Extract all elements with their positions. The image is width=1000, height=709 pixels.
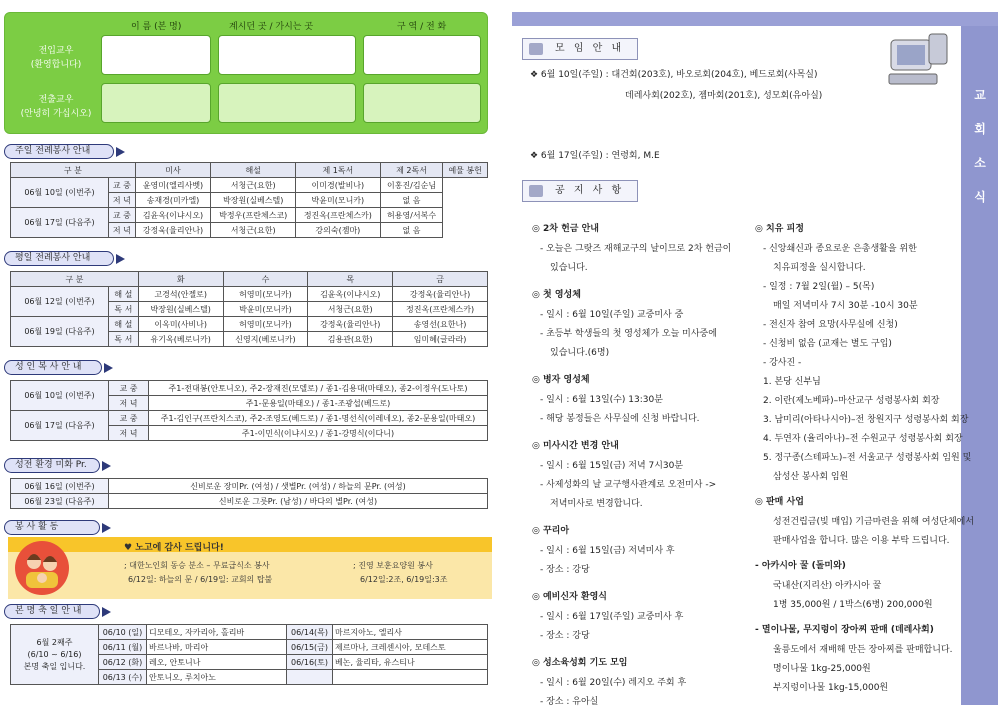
notice-line: - 일시 : 6월 20일(수) 레지오 주회 후 (540, 678, 687, 688)
col-name: 이 름 (본 명) (131, 22, 182, 32)
table-row: 06월 19일 (다음주) 해 설 이옥미(사비나) 허영미(모니카) 강정욱(율리안나) 송영선(요한나) (11, 317, 488, 332)
eucharist-section-title: 성전 환경 미화 Pr. (4, 458, 100, 473)
notice-line: 명이나물 1kg-25,000원 (773, 664, 871, 674)
col-area: 구 역 / 전 화 (397, 22, 447, 32)
notice-line: - 장소 : 강당 (540, 565, 590, 575)
table-row: 06월 10일 (이번주) 교 중 윤영미(엘리사벳) 서청근(요한) 이미경(발비나) 이홍진/김순님 (11, 178, 488, 193)
name-field[interactable] (101, 35, 211, 75)
table-row: 6월 2째주 (6/10 ~ 6/16) 본명 축일 입니다. 06/10 (일) 디모테오, 자카리아, 홀리바 06/14(목) 마르지아노, 엘리사 (11, 625, 488, 640)
notice-line: - 일정 : 7월 2일(월) – 5(목) (763, 282, 875, 292)
notice-line: - 초등부 학생들의 첫 영성체가 오늘 미사중에 (540, 329, 717, 339)
notice-heading: ◎ 첫 영성체 (532, 290, 581, 300)
notice-line: - 일시 : 6월 13일(수) 13:30분 (540, 395, 663, 405)
notice-line: 부지렁이나물 1kg-15,000원 (773, 683, 889, 693)
weekday-section-title: 평일 전례봉사 안내 (4, 251, 114, 266)
table-row: 06월 10일 (이번주) 교 중 주1-전대봉(안토니오), 주2-장재진(모델로) / 종1-김용대(마태오), 종2-이정우(도나토) (11, 381, 488, 396)
table-row: 06월 12일 (이번주) 해 설 고경석(안젤로) 허영미(모니카) 김윤옥(이냐시오) 강정욱(율리안나) (11, 287, 488, 302)
table-row: 06월 23일 (다음주) 신비로운 그릇Pr. (남성) / 바다의 별Pr. (여성) (11, 494, 488, 509)
sunday-table: 구 분 미사 해설 제 1독서 제 2독서 예물 봉헌 06월 10일 (이번주) 교 중 윤영미(엘리사벳) 서청근(요한) 이미경(발비나) 이홍진/김순님 저 녁 송재경(미카엘) 박장원(실베스텔) 박윤미(모니카) 없 음 06월 17일 (다음주) 교 중 김윤옥(이냐시오) 박정우(프란체스코) 정진옥(프란체스카) 허용영/서복수 저 녁 강정욱(율리안나) 서청근(요한) 강의숙(젬마) 없 음 (10, 162, 488, 238)
note-icon (529, 185, 543, 197)
sunday-section-title: 주일 전례봉사 안내 (4, 144, 114, 159)
altar-section-title: 성 인 복 사 안 내 (4, 360, 102, 375)
notice-line: 치유피정을 실시합니다. (773, 263, 866, 273)
right-page: 교 회 소 식 모 임 안 내 ❖ 6월 10일(주일) : 대건회(203호), 바오로회(204호), 베드로회(사목실) 데레사회(202호), 젬마회(201호), 성모회(유아실) ❖ 6월 17일(주일) : 연령회, M.E 공 지 사 항 ◎ 2차 헌금 안내 - 오늘은 그랏즈 재해교구의 날이므로 2차 헌금이 있습니다. ◎ 첫 영성체 - 일시 : 6월 10일(주일) 교중미사 중 - 초등부 학생들의 첫 영성체가 오늘 미사중에 있습니다.(6명) ◎ 병자 영성체 - 일시 : 6월 13일(수) 13:30분 - 해당 봉정들은 사무실에 신청 바랍니다. ◎ 미사시간 변경 안내 - 일시 : 6월 15일(금) 저녁 7시30분 - 사제성화의 날 교구행사관계로 오전미사 -> 저녁미사로 변경합니다. ◎ 꾸리아 - 일시 : 6월 15일(금) 저녁미사 후 - 장소 : 강당 ◎ 예비신자 환영식 - 일시 : 6월 17일(주일) 교중미사 후 - 장소 : 강당 ◎ 성소육성회 기도 모임 - 일시 : 6월 20일(수) 레지오 주회 후 - 장소 : 유아실 ◎ 치유 피정 - 신앙쇄신과 종요로운 은총생활을 위한 치유피정을 실시합니다. - 일정 : 7월 2일(월) – 5(목) 매일 저녁미사 7시 30분 -10시 30분 - 전신자 참여 요망(사무실에 신청) - 신청비 없음 (교재는 별도 구입) - 강사진 - 1. 본당 신부님 2. 이란(제노베파)–마산교구 성령봉사회 회장 3. 남미리(아타나시아)–전 창원지구 성령봉사회 회장 4. 두연자 (율리아나)–전 수원교구 성령봉사회 회장 5. 정구종(스테파노)–전 서울교구 성령봉사회 임원 및 삼성산 봉사회 임원 ◎ 판매 사업 성전건립금(빚 매입) 기금마련을 위해 여성단체에서 판매사업을 합니다. 많은 이용 부탁 드립니다. - 아카시아 꿀 (돌미와) 국내산(지리산) 아카시아 꿀 1병 35,000원 / 1박스(6병) 200,000원 - 멸이나물, 무지렁이 장아찌 판매 (데레사회) 울릉도에서 재배해 만든 장아찌를 판매합니다. 명이나물 1kg-25,000원 부지렁이나물 1kg-15,000원 (512, 0, 1000, 705)
notice-heading: - 멸이나물, 무지렁이 장아찌 판매 (데레사회) (755, 625, 934, 635)
side-title-1: 교 (974, 88, 986, 102)
newcomer-card (4, 12, 488, 134)
notice-line: - 전신자 참여 요망(사무실에 신청) (763, 320, 898, 330)
table-row: 저 녁 주1-이민식(이냐시오) / 종1-강명식(이다니) (11, 426, 488, 441)
computer-icon (885, 32, 951, 88)
top-band (512, 12, 998, 26)
notice-line: 울릉도에서 재배해 만든 장아찌를 판매합니다. (773, 645, 953, 655)
service-panel: ♥ 노고에 감사 드립니다! ; 대한노인회 동승 분소 – 무료급식소 봉사 6/12일: 하늘의 문 / 6/19일: 교회의 탑불 ; 진영 보훈요양원 봉사 6/12일:2조, 6/19일:3조 (8, 537, 492, 599)
notice-line: - 오늘은 그랏즈 재해교구의 날이므로 2차 헌금이 (540, 244, 732, 254)
notice-heading: ◎ 판매 사업 (755, 497, 804, 507)
service-section-title: 봉 사 활 동 (4, 520, 100, 535)
table-row: 06/12 (화) 레오, 안토니나 06/16(토) 베논, 율리타, 유스티나 (11, 655, 488, 670)
notice-heading: ◎ 꾸리아 (532, 526, 570, 536)
notice-line: - 해당 봉정들은 사무실에 신청 바랍니다. (540, 414, 700, 424)
table-row: 저 녁 송재경(미카엘) 박장원(실베스텔) 박윤미(모니카) 없 음 (11, 193, 488, 208)
notice-heading: - 아카시아 꿀 (돌미와) (755, 561, 846, 571)
table-row: 06/11 (월) 바르나바, 마리아 06/15(금) 제르마나, 크레센시아, 모데스토 (11, 640, 488, 655)
notice-line: 5. 정구종(스테파노)–전 서울교구 성령봉사회 임원 및 (763, 453, 972, 463)
notice-line: - 일시 : 6월 15일(금) 저녁 7시30분 (540, 461, 684, 471)
table-row: 독 서 박장원(실베스텔) 박윤미(모니카) 서청근(요한) 정진옥(프란체스카) (11, 302, 488, 317)
notice-line: 1병 35,000원 / 1박스(6병) 200,000원 (773, 600, 933, 610)
notice-line: - 신앙쇄신과 종요로운 은총생활을 위한 (763, 244, 917, 254)
row-newcomer-label: 전입교우 (환영합니다) (30, 46, 82, 70)
place-field-out[interactable] (218, 83, 356, 123)
col-place: 계시던 곳 / 가시는 곳 (229, 22, 314, 32)
notice-line: 있습니다. (550, 263, 588, 273)
notice-line: 삼성산 봉사회 임원 (773, 472, 849, 482)
eucharist-table (10, 478, 488, 509)
notice-line: - 일시 : 6월 17일(주일) 교중미사 후 (540, 612, 684, 622)
notice-heading: ◎ 성소육성회 기도 모임 (532, 658, 628, 668)
notice-section-title: 공 지 사 항 (522, 180, 638, 202)
table-row: 06/13 (수) 안토니오, 루치아노 (11, 670, 488, 685)
table-row: 06월 17일 (다음주) 교 중 김윤옥(이냐시오) 박정우(프란체스코) 정진옥(프란체스카) 허용영/서복수 (11, 208, 488, 223)
notice-line: - 일시 : 6월 15일(금) 저녁미사 후 (540, 546, 675, 556)
notice-line: - 장소 : 유아실 (540, 697, 599, 707)
notice-heading: ◎ 병자 영성체 (532, 375, 590, 385)
side-title-4: 식 (974, 190, 986, 204)
place-field[interactable] (218, 35, 356, 75)
notice-line: 저녁미사로 변경합니다. (550, 499, 643, 509)
table-row: 06월 17일 (다음주) 교 중 주1-김인구(프란치스코), 주2-조영도(베드로) / 종1-명선식(이레네오), 종2-문용일(마태오) (11, 411, 488, 426)
side-title-2: 회 (974, 122, 986, 136)
area-field-out[interactable] (363, 83, 481, 123)
notice-line: 1. 본당 신부님 (763, 377, 821, 387)
notice-line: - 강사진 - (763, 358, 802, 368)
table-row: 저 녁 강정욱(율리안나) 서청근(요한) 강의숙(젬마) 없 음 (11, 223, 488, 238)
notice-line: - 사제성화의 날 교구행사관계로 오전미사 -> (540, 480, 717, 490)
notice-line: - 일시 : 6월 10일(주일) 교중미사 중 (540, 310, 684, 320)
feast-section-title: 본 명 축 일 안 내 (4, 604, 100, 619)
feast-table (10, 624, 488, 685)
meeting-section-title: 모 임 안 내 (522, 38, 638, 60)
notice-heading: ◎ 미사시간 변경 안내 (532, 441, 619, 451)
table-row: 저 녁 주1-문용일(마태오) / 종1-조광섭(베드로) (11, 396, 488, 411)
name-field-out[interactable] (101, 83, 211, 123)
service-header: ♥ 노고에 감사 드립니다! (124, 543, 224, 553)
altar-table (10, 380, 488, 441)
left-page (0, 0, 492, 705)
notice-heading: ◎ 2차 헌금 안내 (532, 224, 599, 234)
table-row: 독 서 유기옥(베로니카) 신영지(베로니카) 김용관(요한) 임미혜(글라라) (11, 332, 488, 347)
note-icon (529, 43, 543, 55)
notice-line: - 장소 : 강당 (540, 631, 590, 641)
weekday-table: 구 분 화 수 목 금 06월 12일 (이번주) 해 설 고경석(안젤로) 허영미(모니카) 김윤옥(이냐시오) 강정욱(율리안나) 독 서 박장원(실베스텔) 박윤미(모니카) 서청근(요한) 정진옥(프란체스카) 06월 19일 (다음주) 해 설 이옥미(사비나) 허영미(모니카) 강정욱(율리안나) 송영선(요한나) 독 서 유기옥(베로니카) 신영지(베로니카) 김용관(요한) 임미혜(글라라) (10, 271, 488, 347)
notice-line: 국내산(지리산) 아카시아 꿀 (773, 581, 882, 591)
notice-line: - 신청비 없음 (교재는 별도 구입) (763, 339, 892, 349)
notice-heading: ◎ 예비신자 환영식 (532, 592, 607, 602)
side-title-3: 소 (974, 156, 986, 170)
notice-line: 매일 저녁미사 7시 30분 -10시 30분 (773, 301, 918, 311)
row-leaving-label: 전출교우 (안녕히 가십시오) (20, 95, 92, 119)
notice-line: 2. 이란(제노베파)–마산교구 성령봉사회 회장 (763, 396, 940, 406)
area-field[interactable] (363, 35, 481, 75)
notice-line: 3. 남미리(아타나시아)–전 창원지구 성령봉사회 회장 (763, 415, 969, 425)
notice-line: 4. 두연자 (율리아나)–전 수원교구 성령봉사회 회장 (763, 434, 963, 444)
table-row: 06월 16일 (이번주) 신비로운 장미Pr. (여성) / 샛별Pr. (여성) / 하늘의 문Pr. (여성) (11, 479, 488, 494)
family-icon (14, 540, 70, 596)
notice-line: 성전건립금(빚 매입) 기금마련을 위해 여성단체에서 (773, 517, 975, 527)
notice-heading: ◎ 치유 피정 (755, 224, 804, 234)
notice-line: 판매사업을 합니다. 많은 이용 부탁 드립니다. (773, 536, 950, 546)
notice-line: 있습니다.(6명) (550, 348, 610, 358)
